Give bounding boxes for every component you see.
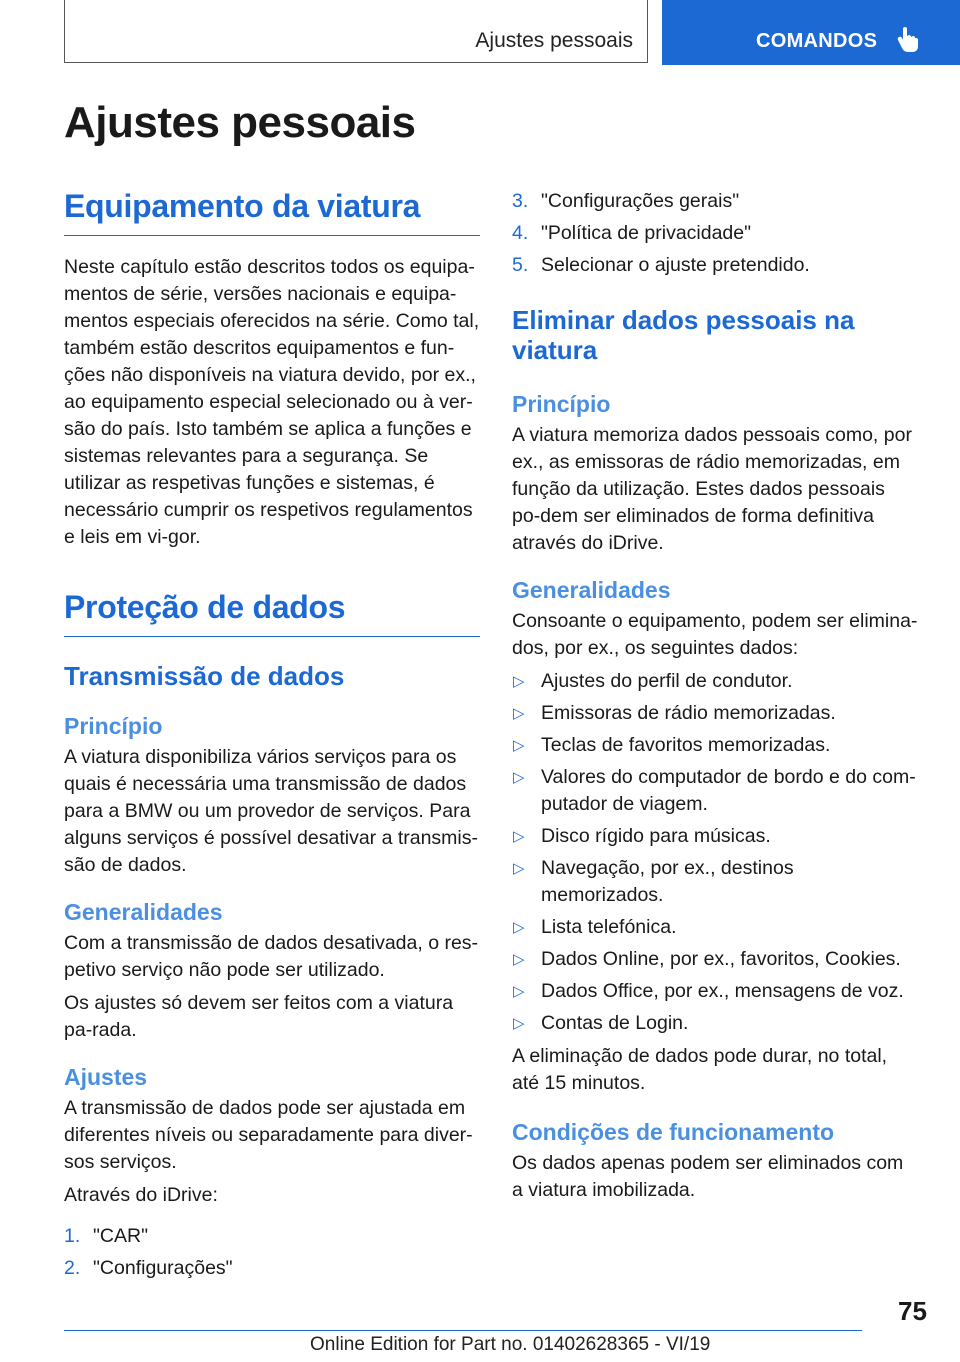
heading-data-protection: Proteção de dados — [64, 589, 480, 637]
heading-data-transmission: Transmissão de dados — [64, 661, 345, 691]
steps-list-left — [64, 1223, 480, 1282]
left-column — [64, 188, 480, 1282]
heading-general-right: Generalidades — [512, 577, 671, 603]
list-item — [512, 252, 918, 279]
list-item: ▷ Ajustes do perfil de condutor. — [512, 668, 918, 695]
footer-divider — [64, 1330, 862, 1331]
triangle-bullet-icon: ▷ — [513, 828, 525, 845]
deletable-data-list — [512, 668, 918, 1037]
paragraph-idrive: Através do iDrive: — [64, 1184, 218, 1206]
triangle-bullet-icon: ▷ — [513, 673, 525, 690]
triangle-bullet-icon: ▷ — [513, 983, 525, 1000]
step-number: 1. — [64, 1225, 81, 1247]
page-number: 75 — [898, 1296, 927, 1326]
heading-operating-conditions: Condições de funcionamento — [512, 1119, 835, 1145]
list-item: ▷ Contas de Login. — [512, 1010, 918, 1037]
step-text: "Política de privacidade" — [541, 222, 752, 244]
step-text: "Configurações gerais" — [541, 190, 740, 212]
list-item: ▷ Dados Office, por ex., mensagens de voz. — [512, 978, 918, 1005]
heading-general-left: Generalidades — [64, 899, 223, 925]
step-text: "CAR" — [93, 1225, 149, 1247]
hand-pointer-icon — [897, 26, 919, 52]
paragraph-principle-right: A viatura memoriza dados pessoais como, por ex., as emissoras de rádio memorizadas, em função da utilização. Estes dados pessoais po-dem ser eliminados de forma definitiva através do iDrive. — [512, 424, 912, 554]
step-number: 4. — [512, 222, 529, 244]
heading-equipment: Equipamento da viatura — [64, 188, 480, 236]
list-item: ▷ Lista telefónica. — [512, 914, 918, 941]
header-section-label: Ajustes pessoais — [475, 29, 633, 52]
heading-principle-right: Princípio — [512, 391, 611, 417]
triangle-bullet-icon: ▷ — [513, 705, 525, 722]
triangle-bullet-icon: ▷ — [513, 951, 525, 968]
paragraph-operating-conditions: Os dados apenas podem ser eliminados com a viatura imobilizada. — [512, 1152, 904, 1201]
paragraph-general-left-1: Com a transmissão de dados desativada, o res-petivo serviço não pode ser utilizado. — [64, 932, 479, 981]
triangle-bullet-icon: ▷ — [513, 919, 525, 936]
step-text: "Configurações" — [93, 1257, 233, 1279]
list-item — [64, 1223, 480, 1250]
right-column — [512, 188, 918, 1204]
list-item — [512, 188, 918, 215]
list-item: ▷ Valores do computador de bordo e do com-putador de viagem. — [513, 766, 916, 815]
paragraph-principle-left: A viatura disponibiliza vários serviços para os quais é necessária uma transmissão de dados para a BMW ou um provedor de serviços. Para alguns serviços é possível desativar a transmis-são de dados. — [64, 746, 479, 876]
header-chapter-label: COMANDOS — [756, 30, 878, 52]
paragraph-general-right: Consoante o equipamento, podem ser elimina-dos, por ex., os seguintes dados: — [512, 610, 918, 659]
list-item: ▷ Emissoras de rádio memorizadas. — [512, 700, 918, 727]
triangle-bullet-icon: ▷ — [513, 1015, 525, 1032]
steps-list-right — [512, 188, 918, 279]
list-item: ▷ Teclas de favoritos memorizadas. — [512, 732, 918, 759]
step-number: 5. — [512, 254, 529, 276]
heading-delete-personal-data: Eliminar dados pessoais na viatura — [512, 305, 855, 365]
triangle-bullet-icon: ▷ — [513, 737, 525, 754]
heading-principle-left: Princípio — [64, 713, 163, 739]
list-item — [512, 220, 918, 247]
triangle-bullet-icon: ▷ — [513, 860, 525, 877]
list-item — [64, 1255, 480, 1282]
triangle-bullet-icon: ▷ — [513, 769, 525, 786]
header-section-box — [64, 0, 648, 63]
paragraph-duration: A eliminação de dados pode durar, no total, até 15 minutos. — [512, 1045, 888, 1094]
header-chapter-tab[interactable] — [662, 0, 960, 65]
paragraph-settings: A transmissão de dados pode ser ajustada em diferentes níveis ou separadamente para diver-sos serviços. — [64, 1097, 473, 1173]
paragraph-general-left-2: Os ajustes só devem ser feitos com a viatura pa-rada. — [64, 992, 454, 1041]
step-number: 2. — [64, 1257, 81, 1279]
footer-edition: Online Edition for Part no. 01402628365 - VI/19 — [310, 1334, 711, 1355]
heading-settings: Ajustes — [64, 1064, 148, 1090]
step-text: Selecionar o ajuste pretendido. — [541, 254, 810, 276]
list-item: ▷ Navegação, por ex., destinos memorizados. — [513, 857, 794, 906]
paragraph-equipment: Neste capítulo estão descritos todos os equipa-mentos de série, versões nacionais e equipa-mentos especiais oferecidos na série. Como tal, também estão descritos equipamentos e fun-ções não disponíveis na viatura devido, por ex., ao equipamento especial selecionado ou à ver-são do país. Isto também se aplica a funções e sistemas relevantes para a segurança. Se utilizar as respetivas funções e sistemas, é necessário cumprir os respetivos regulamentos e leis em vi-gor. — [64, 256, 480, 548]
list-item: ▷ Disco rígido para músicas. — [512, 823, 918, 850]
list-item: ▷ Dados Online, por ex., favoritos, Cookies. — [512, 946, 918, 973]
step-number: 3. — [512, 190, 529, 212]
page-title: Ajustes pessoais — [64, 98, 416, 147]
